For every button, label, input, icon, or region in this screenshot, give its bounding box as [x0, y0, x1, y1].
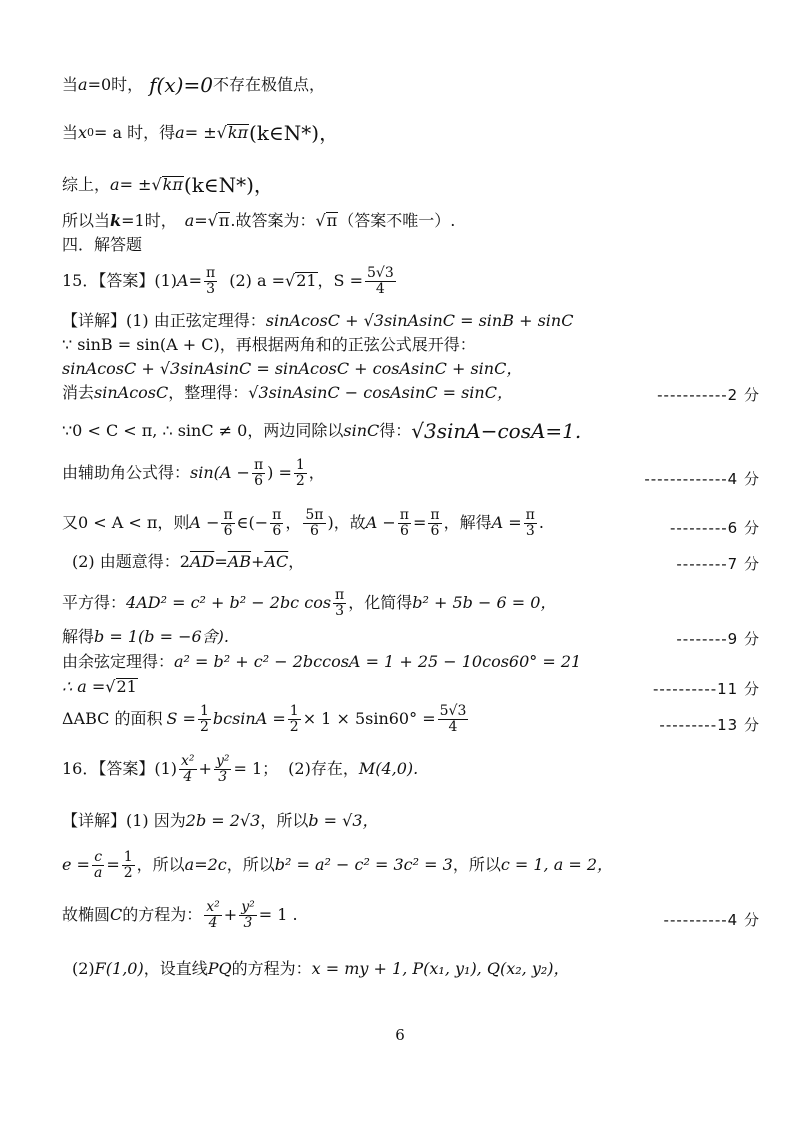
text: = ± — [119, 175, 152, 195]
line-11 — [62, 420, 760, 442]
line-3 — [62, 174, 760, 196]
text: 由辅助角公式得： — [62, 463, 191, 483]
text: 消去 — [62, 383, 95, 402]
text: = a 时，得 — [94, 123, 176, 143]
line-20 — [62, 754, 760, 784]
text: 所以当 — [62, 211, 111, 231]
text: 得： — [379, 421, 412, 441]
vector-AB: $\overline{AB}$ — [227, 552, 252, 571]
text: ，化简得 — [348, 593, 413, 613]
sqrt: √ kπ — [151, 175, 183, 195]
line-6 — [62, 266, 760, 296]
formula: A − — [189, 513, 220, 533]
formula: b = 1(b = −6舍). — [94, 627, 229, 646]
var-a: a — [110, 175, 120, 195]
formula: √3sinA−cosA=1. — [411, 419, 582, 443]
answer-label: 16．【答案】(1) — [62, 759, 178, 779]
formula: e = — [62, 855, 90, 875]
line-2 — [62, 122, 760, 144]
line-10 — [62, 384, 760, 402]
formula: A − — [365, 513, 396, 533]
text: (2)存在， — [288, 759, 359, 779]
text: 当 — [62, 123, 79, 143]
text: ，所以 — [226, 855, 275, 875]
text: + — [198, 759, 212, 779]
text: ∈(− — [236, 513, 269, 533]
score-mark: ---------6 分 — [669, 519, 760, 537]
formula: bcsinA = — [212, 709, 286, 729]
text: （答案不唯一）. — [338, 211, 456, 231]
line-8 — [62, 336, 760, 354]
formula: sinAcosC + √3sinAsinC = sinAcosC + cosAsinC + sinC， — [62, 359, 523, 378]
text: (2) 由题意得： — [72, 552, 180, 571]
fraction: $\frac{\pi}{3}$ — [206, 265, 216, 297]
score-mark: -----------2 分 — [657, 386, 760, 404]
formula: a=2c — [184, 855, 227, 875]
answer-label: 15．【答案】(1) — [62, 271, 178, 291]
line-23 — [62, 900, 760, 930]
text: ， — [288, 552, 305, 571]
formula: × 1 × 5sin60° = — [302, 709, 436, 729]
text: ， — [308, 463, 325, 483]
formula-fx: f(x)=0 — [149, 73, 213, 97]
formula: √3sinAsinC − cosAsinC = sinC， — [248, 383, 513, 402]
text: . — [538, 513, 544, 533]
line-21 — [62, 812, 760, 830]
text: = 1； — [233, 759, 279, 779]
var-a: a — [78, 75, 88, 95]
text: = — [188, 271, 202, 291]
text: ，所以 — [136, 855, 185, 875]
sqrt: √ 21 — [284, 271, 317, 291]
text: (2) a = — [229, 271, 285, 291]
formula: sin(A − — [190, 463, 250, 483]
fraction: $\frac{c}{a}$ — [93, 849, 103, 881]
text: 2 — [179, 552, 190, 571]
line-7 — [62, 312, 760, 330]
formula: M(4,0). — [358, 759, 419, 779]
text: (k∈N*)， — [249, 121, 340, 145]
formula: c = 1, a = 2， — [500, 855, 614, 875]
fraction: $\frac{\pi}{3}$ — [525, 507, 535, 539]
line-17 — [62, 653, 760, 671]
line-1 — [62, 74, 760, 96]
sqrt: √ π — [207, 211, 230, 230]
score-mark: ----------4 分 — [663, 911, 760, 929]
sqrt: √ 21 — [105, 677, 137, 696]
fraction: $\frac{\pi}{6}$ — [430, 507, 440, 539]
text: ，解得 — [443, 513, 492, 533]
text: ，整理得： — [168, 383, 249, 402]
text: (k∈N*)， — [183, 173, 274, 197]
formula: S = — [166, 709, 196, 729]
var-x: x — [78, 123, 88, 143]
line-19 — [62, 704, 760, 734]
formula: PQ — [207, 959, 232, 978]
score-mark: --------7 分 — [676, 555, 760, 573]
text: ， — [285, 513, 302, 533]
section-heading: 四．解答题 — [62, 235, 143, 254]
text: ，设直线 — [143, 959, 208, 978]
text: =1时， — [121, 211, 177, 231]
formula: A = — [491, 513, 522, 533]
text: 解得 — [62, 627, 95, 646]
line-15 — [62, 588, 760, 618]
fraction: $\frac{\text{y²}}{3}$ — [215, 753, 230, 785]
fraction: $\frac{5\pi}{6}$ — [305, 507, 324, 539]
sqrt: √ π — [315, 211, 338, 230]
fraction: $\frac{\text{y²}}{3}$ — [241, 899, 255, 931]
line-9 — [62, 360, 760, 378]
text: 当 — [62, 75, 79, 95]
text: )，故 — [327, 513, 366, 533]
text: (2) — [72, 959, 95, 978]
var-a: a — [175, 123, 185, 143]
text: = — [106, 855, 120, 875]
var-C: C — [110, 905, 123, 925]
text: 【详解】(1) 由正弦定理得： — [62, 311, 266, 330]
text: 又0 < A < π，则 — [62, 513, 190, 533]
formula: x = my + 1, P(x₁, y₁), Q(x₂, y₂)， — [311, 959, 570, 978]
page-number: 6 — [395, 1026, 405, 1044]
formula: F(1,0) — [94, 959, 144, 978]
formula: sinAcosC — [94, 383, 169, 402]
fraction: $\frac{\pi}{6}$ — [272, 507, 282, 539]
text: .故答案为： — [230, 211, 316, 231]
text: = — [413, 513, 427, 533]
text: ，所以 — [452, 855, 501, 875]
text: = ± — [184, 123, 217, 143]
sqrt: √ kπ — [216, 123, 249, 143]
text: 【详解】(1) 因为 — [62, 811, 186, 830]
fraction: $\frac{1}{2}$ — [123, 849, 133, 881]
line-4 — [62, 212, 760, 230]
fraction: $\frac{1}{2}$ — [289, 703, 299, 735]
text: ∵ sinB = sin(A + C)，再根据两角和的正弦公式展开得： — [62, 335, 476, 354]
score-mark: --------9 分 — [676, 630, 760, 648]
text: 的方程为： — [231, 959, 312, 978]
formula: b² = a² − c² = 3c² = 3 — [274, 855, 453, 875]
line-16 — [62, 628, 760, 646]
fraction: $\frac{\text{x²}}{4}$ — [181, 753, 195, 785]
text: 综上， — [62, 175, 111, 195]
line-13 — [62, 508, 760, 538]
text: ∵0 < C < π, ∴ sinC ≠ 0，两边同除以 — [62, 421, 344, 441]
formula: 4AD² = c² + b² − 2bc cos — [126, 593, 332, 613]
fraction: $\frac{\text{x²}}{4}$ — [206, 899, 220, 931]
text: 由余弦定理得： — [62, 652, 175, 671]
line-24 — [72, 960, 760, 978]
formula: sinC — [343, 421, 380, 441]
line-14 — [72, 553, 760, 571]
text: + — [223, 905, 238, 925]
var-k: k — [110, 211, 122, 231]
text: =0时， — [87, 75, 144, 95]
fraction: $\frac{\pi}{6}$ — [223, 507, 233, 539]
text: ΔABC 的面积 — [62, 709, 163, 729]
text: 故椭圆 — [62, 905, 111, 925]
text: ，所以 — [260, 811, 309, 830]
formula: b² + 5b − 6 = 0， — [412, 593, 557, 613]
text: = — [194, 211, 208, 231]
text: ，S = — [317, 271, 364, 291]
score-mark: -------------4 分 — [644, 470, 760, 488]
subscript: 0 — [87, 125, 95, 139]
vector-AC: $\overline{AC}$ — [264, 552, 289, 571]
formula: b = √3， — [308, 811, 379, 830]
vector-AD: $\overline{AD}$ — [189, 552, 215, 571]
text: + — [251, 552, 265, 571]
score-mark: ----------11 分 — [653, 680, 760, 698]
fraction: $\frac{1}{2}$ — [199, 703, 209, 735]
line-5 — [62, 236, 760, 254]
formula: ∴ a = — [62, 677, 106, 697]
fraction: $\frac{5√3}{4}$ — [439, 703, 467, 735]
formula: sinAcosC + √3sinAsinC = sinB + sinC — [265, 311, 574, 330]
formula: 2b = 2√3 — [185, 811, 261, 830]
text: = — [214, 552, 228, 571]
var-a: a — [184, 211, 195, 231]
fraction: $\frac{\pi}{6}$ — [253, 457, 264, 489]
var-A: A — [177, 271, 189, 291]
text: 的方程为： — [122, 905, 203, 925]
text: = 1 . — [258, 905, 298, 925]
fraction: $\frac{5√3}{4}$ — [367, 265, 394, 297]
fraction: $\frac{\pi}{3}$ — [335, 587, 345, 619]
formula: a² = b² + c² − 2bccosA = 1 + 25 − 10cos60° = 21 — [174, 652, 582, 671]
score-mark: ---------13 分 — [659, 716, 760, 734]
fraction: $\frac{1}{2}$ — [295, 457, 305, 489]
text: 不存在极值点， — [212, 75, 325, 95]
text: 平方得： — [62, 593, 127, 613]
line-22 — [62, 850, 760, 880]
text: ) = — [267, 463, 292, 483]
fraction: $\frac{\pi}{6}$ — [399, 507, 409, 539]
